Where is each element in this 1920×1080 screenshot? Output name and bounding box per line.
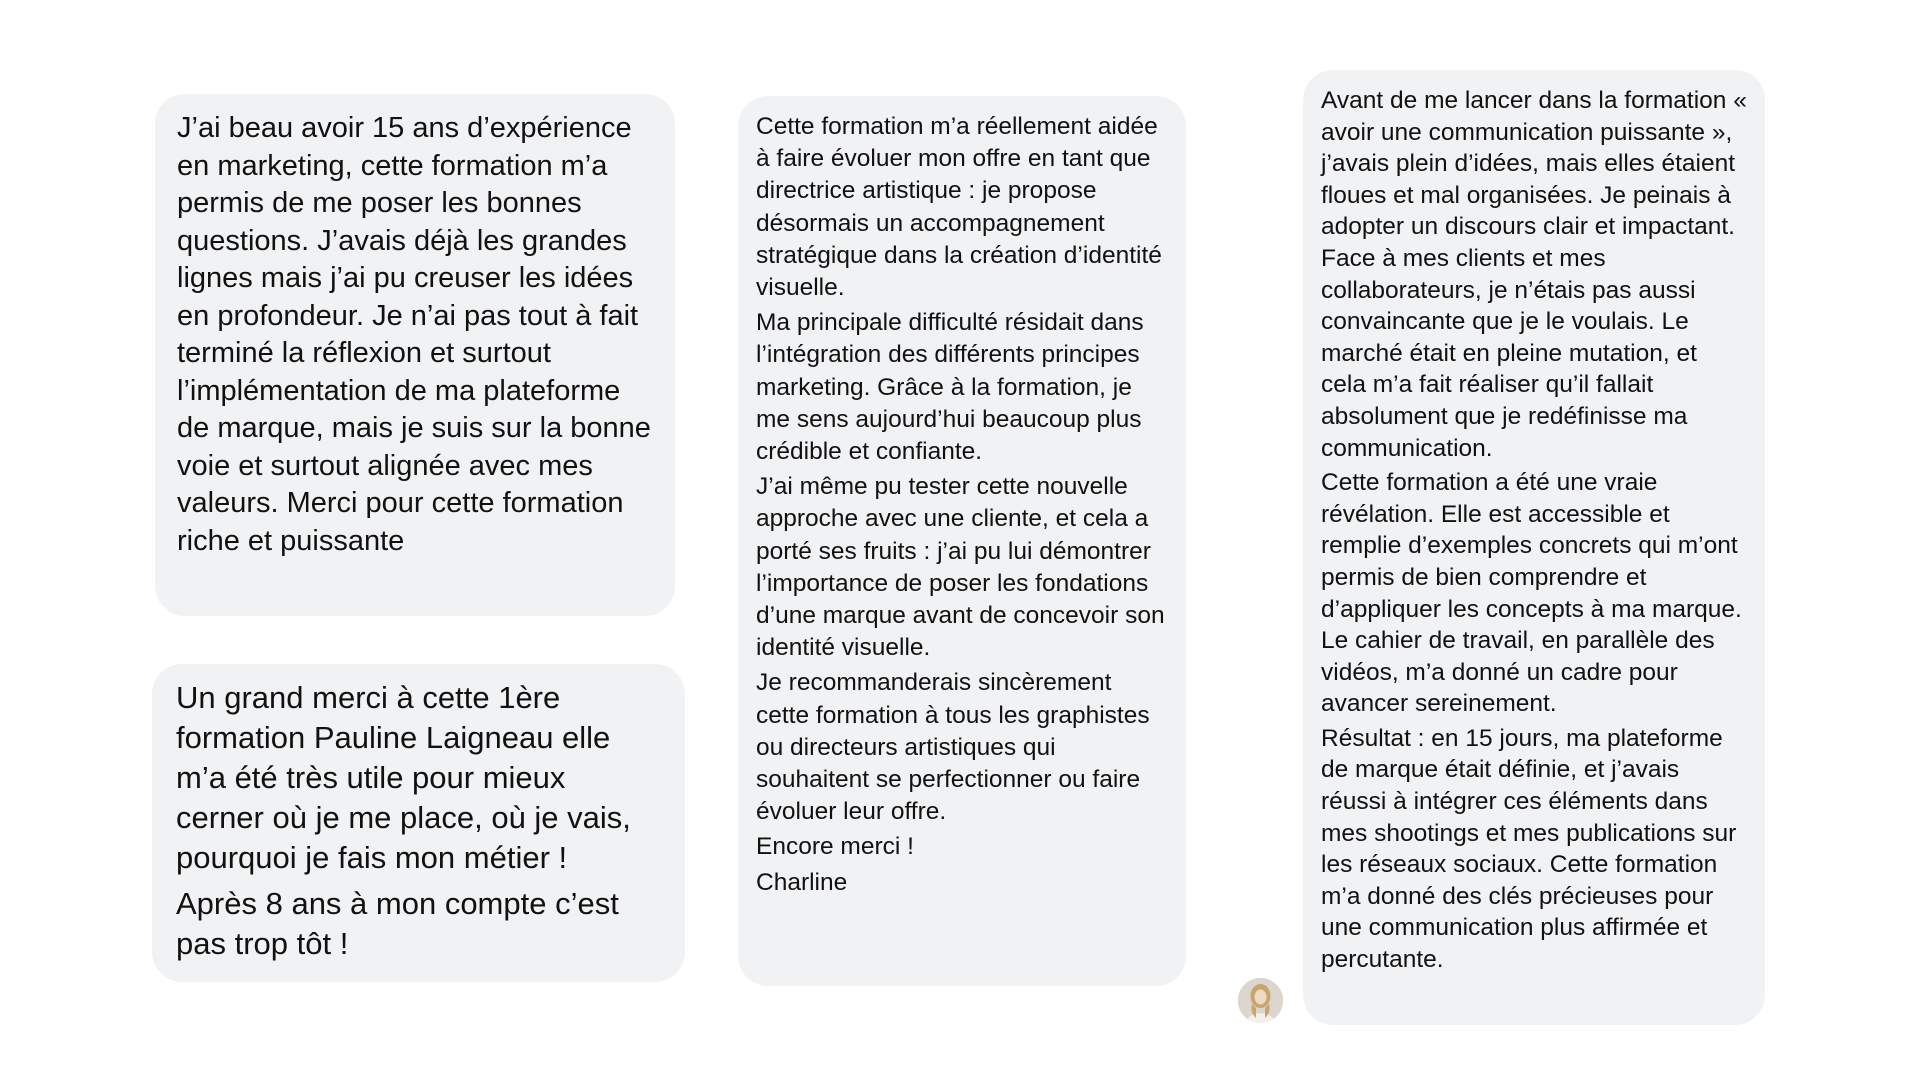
message-text: Cette formation a été une vraie révélation. Elle est accessible et remplie d’exemples concrets qui m’ont permis de bien comprendre et d’appliquer les concepts à ma marque. Le cahier de travail, en parallèle des vidéos, m’a donné un cadre pour avancer sereinement. (1321, 469, 1742, 718)
message-bubble-4 (1303, 70, 1765, 1025)
message-text: J’ai beau avoir 15 ans d’expérience en marketing, cette formation m’a permis de me poser les bonnes questions. J’avais déjà les grandes lignes mais j’ai pu creuser les idées en profondeur. Je n’ai pas tout à fait terminé la réflexion et surtout l’implémentation de ma plateforme de marque, mais je suis sur la bonne voie et surtout alignée avec mes valeurs. Merci pour cette formation riche et puissante (177, 112, 651, 557)
message-bubble-3 (738, 96, 1186, 986)
message-signature: Charline (756, 868, 848, 896)
message-text: Encore merci ! (756, 833, 914, 861)
message-bubble-2 (152, 664, 685, 982)
person-avatar-icon (1238, 978, 1283, 1023)
message-text: J’ai même pu tester cette nouvelle approche avec une cliente, et cela a porté ses fruits : j’ai pu lui démontrer l’importance de poser les fondations d’une marque avant de concevoir son identité visuelle. (756, 473, 1165, 662)
message-text: Je recommanderais sincèrement cette formation à tous les graphistes ou directeurs artistiques qui souhaitent se perfectionner ou faire évoluer leur offre. (756, 669, 1150, 826)
message-text: Après 8 ans à mon compte c’est pas trop tôt ! (176, 886, 619, 961)
message-text: Ma principale difficulté résidait dans l’intégration des différents principes marketing. Grâce à la formation, je me sens aujourd’hui beaucoup plus crédible et confiante. (756, 309, 1144, 466)
message-bubble-1 (155, 94, 675, 616)
message-text: Cette formation m’a réellement aidée à faire évoluer mon offre en tant que directrice artistique : je propose désormais un accompagnement stratégique dans la création d’identité visuelle. (756, 113, 1162, 302)
message-text: Avant de me lancer dans la formation « avoir une communication puissante », j’avais plein d’idées, mais elles étaient floues et mal organisées. Je peinais à adopter un discours clair et impactant. Face à mes clients et mes collaborateurs, je n’étais pas aussi convaincante que je le voulais. Le marché était en pleine mutation, et cela m’a fait réaliser qu’il fallait absolument que je redéfinisse ma communication. (1321, 87, 1747, 462)
message-text: Un grand merci à cette 1ère formation Pauline Laigneau elle m’a été très utile pour mieux cerner où je me place, où je vais, pourquoi je fais mon métier ! (176, 680, 631, 875)
message-text: Résultat : en 15 jours, ma plateforme de marque était définie, et j’avais réussi à intégrer ces éléments dans mes shootings et mes publications sur les réseaux sociaux. Cette formation m’a donné des clés précieuses pour une communication plus affirmée et percutante. (1321, 724, 1737, 974)
avatar[interactable] (1238, 978, 1283, 1023)
